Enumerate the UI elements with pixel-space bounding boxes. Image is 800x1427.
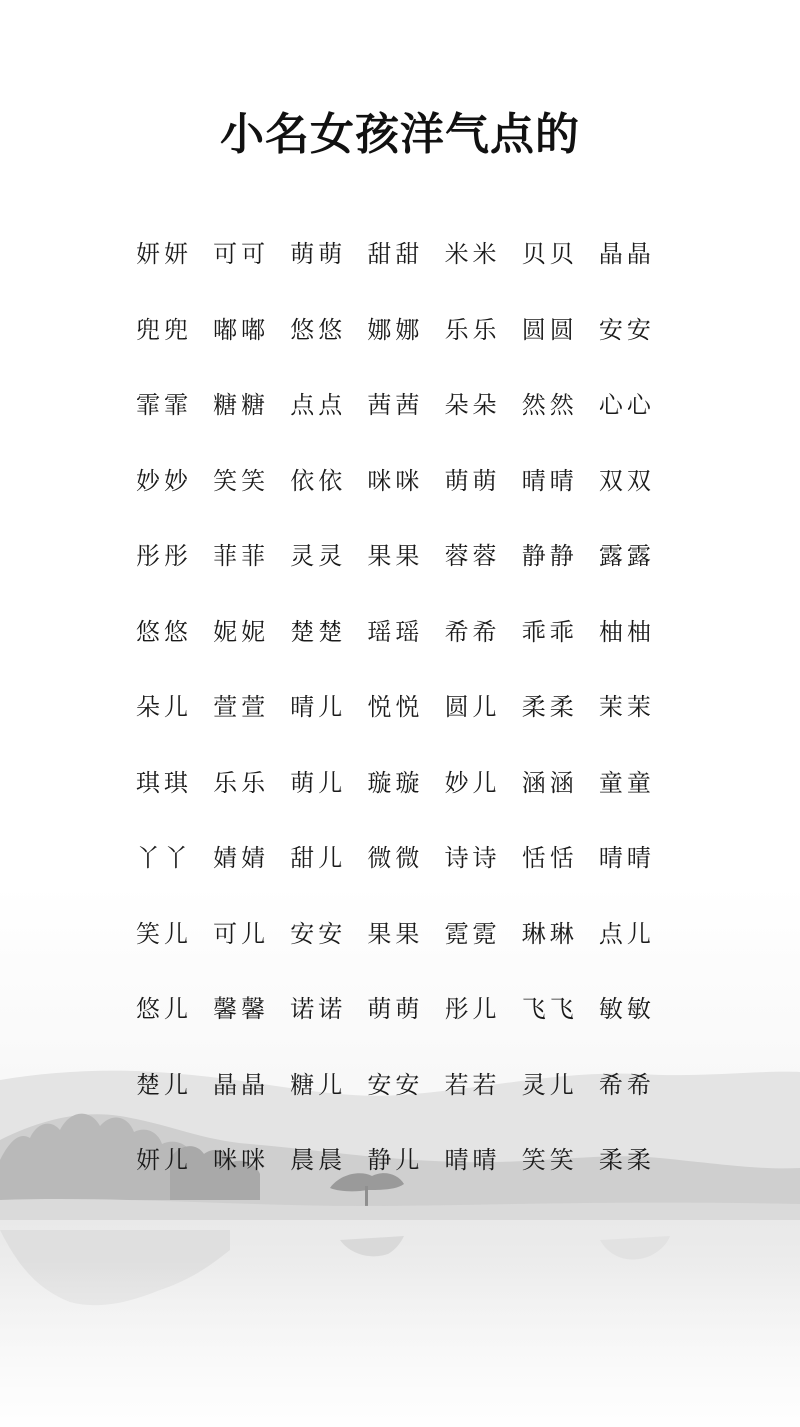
names-row (136, 516, 676, 592)
name-cell: 彤彤 (136, 542, 192, 571)
name-cell: 晶晶 (598, 240, 655, 269)
name-cell: 果果 (367, 919, 424, 948)
names-row (136, 214, 676, 290)
name-cell: 妙儿 (444, 768, 501, 797)
names-row (136, 1045, 676, 1121)
name-cell: 霏霏 (136, 391, 192, 420)
name-cell: 圆儿 (444, 693, 501, 722)
name-cell: 嘟嘟 (213, 315, 270, 344)
name-cell: 璇璇 (367, 768, 424, 797)
name-cell: 瑶瑶 (367, 617, 424, 646)
names-row (136, 441, 676, 517)
name-cell: 依依 (290, 466, 347, 495)
name-cell: 馨馨 (213, 995, 270, 1024)
name-cell: 灵灵 (290, 542, 347, 571)
names-row (136, 667, 676, 743)
name-cell: 娜娜 (367, 315, 424, 344)
name-cell: 妍儿 (136, 1146, 192, 1175)
name-cell: 朵儿 (136, 693, 192, 722)
name-cell: 涵涵 (521, 768, 578, 797)
names-row (136, 1120, 676, 1196)
name-cell: 恬恬 (521, 844, 578, 873)
name-cell: 静儿 (367, 1146, 424, 1175)
name-cell: 霓霓 (444, 919, 501, 948)
name-cell: 悦悦 (367, 693, 424, 722)
name-cell: 妮妮 (213, 617, 270, 646)
name-cell: 甜甜 (367, 240, 424, 269)
name-cell: 柔柔 (598, 1146, 655, 1175)
name-cell: 敏敏 (598, 995, 655, 1024)
name-cell: 安安 (598, 315, 655, 344)
name-cell: 晨晨 (290, 1146, 347, 1175)
name-cell: 晴儿 (290, 693, 347, 722)
name-cell: 微微 (367, 844, 424, 873)
names-grid (136, 214, 676, 1196)
name-cell: 诗诗 (444, 844, 501, 873)
name-cell: 贝贝 (521, 240, 578, 269)
name-cell: 诺诺 (290, 995, 347, 1024)
name-cell: 双双 (598, 466, 655, 495)
name-cell: 晴晴 (598, 844, 655, 873)
name-cell: 萌萌 (290, 240, 347, 269)
name-cell: 萌萌 (367, 995, 424, 1024)
name-cell: 菲菲 (213, 542, 270, 571)
name-cell: 咪咪 (367, 466, 424, 495)
names-row (136, 969, 676, 1045)
name-cell: 悠悠 (290, 315, 347, 344)
name-cell: 晶晶 (213, 1070, 270, 1099)
names-row (136, 290, 676, 366)
name-cell: 可可 (213, 240, 270, 269)
name-cell: 安安 (367, 1070, 424, 1099)
name-cell: 茉茉 (598, 693, 655, 722)
name-cell: 果果 (367, 542, 424, 571)
names-row (136, 592, 676, 668)
name-cell: 糖儿 (290, 1070, 347, 1099)
names-row (136, 365, 676, 441)
name-cell: 妙妙 (136, 466, 192, 495)
name-cell: 童童 (598, 768, 655, 797)
page-title: 小名女孩洋气点的 (220, 109, 580, 160)
name-cell: 朵朵 (444, 391, 501, 420)
name-cell: 希希 (598, 1070, 655, 1099)
name-cell: 咪咪 (213, 1146, 270, 1175)
name-cell: 静静 (521, 542, 578, 571)
name-cell: 乐乐 (444, 315, 501, 344)
name-cell: 悠儿 (136, 995, 192, 1024)
name-cell: 兜兜 (136, 315, 192, 344)
name-cell: 糖糖 (213, 391, 270, 420)
name-cell: 楚楚 (290, 617, 347, 646)
name-cell: 安安 (290, 919, 347, 948)
name-cell: 然然 (521, 391, 578, 420)
name-cell: 米米 (444, 240, 501, 269)
name-cell: 笑笑 (213, 466, 270, 495)
name-cell: 茜茜 (367, 391, 424, 420)
name-cell: 妍妍 (136, 240, 192, 269)
name-cell: 柚柚 (598, 617, 655, 646)
name-cell: 希希 (444, 617, 501, 646)
name-cell: 笑儿 (136, 919, 192, 948)
name-cell: 楚儿 (136, 1070, 192, 1099)
name-cell: 悠悠 (136, 617, 192, 646)
name-cell: 晴晴 (444, 1146, 501, 1175)
name-cell: 点点 (290, 391, 347, 420)
name-cell: 萱萱 (213, 693, 270, 722)
name-cell: 灵儿 (521, 1070, 578, 1099)
names-row (136, 818, 676, 894)
name-cell: 萌萌 (444, 466, 501, 495)
names-row (136, 743, 676, 819)
name-cell: 琪琪 (136, 768, 192, 797)
name-cell: 蓉蓉 (444, 542, 501, 571)
name-cell: 若若 (444, 1070, 501, 1099)
name-cell: 晴晴 (521, 466, 578, 495)
name-cell: 笑笑 (521, 1146, 578, 1175)
names-row (136, 894, 676, 970)
name-cell: 彤儿 (444, 995, 501, 1024)
name-cell: 萌儿 (290, 768, 347, 797)
name-cell: 乐乐 (213, 768, 270, 797)
name-cell: 琳琳 (521, 919, 578, 948)
name-cell: 丫丫 (136, 844, 192, 873)
name-cell: 柔柔 (521, 693, 578, 722)
name-cell: 婧婧 (213, 844, 270, 873)
name-cell: 可儿 (213, 919, 270, 948)
name-cell: 飞飞 (521, 995, 578, 1024)
name-cell: 乖乖 (521, 617, 578, 646)
name-cell: 甜儿 (290, 844, 347, 873)
name-cell: 露露 (598, 542, 655, 571)
name-cell: 心心 (598, 391, 655, 420)
name-cell: 点儿 (598, 919, 655, 948)
name-cell: 圆圆 (521, 315, 578, 344)
